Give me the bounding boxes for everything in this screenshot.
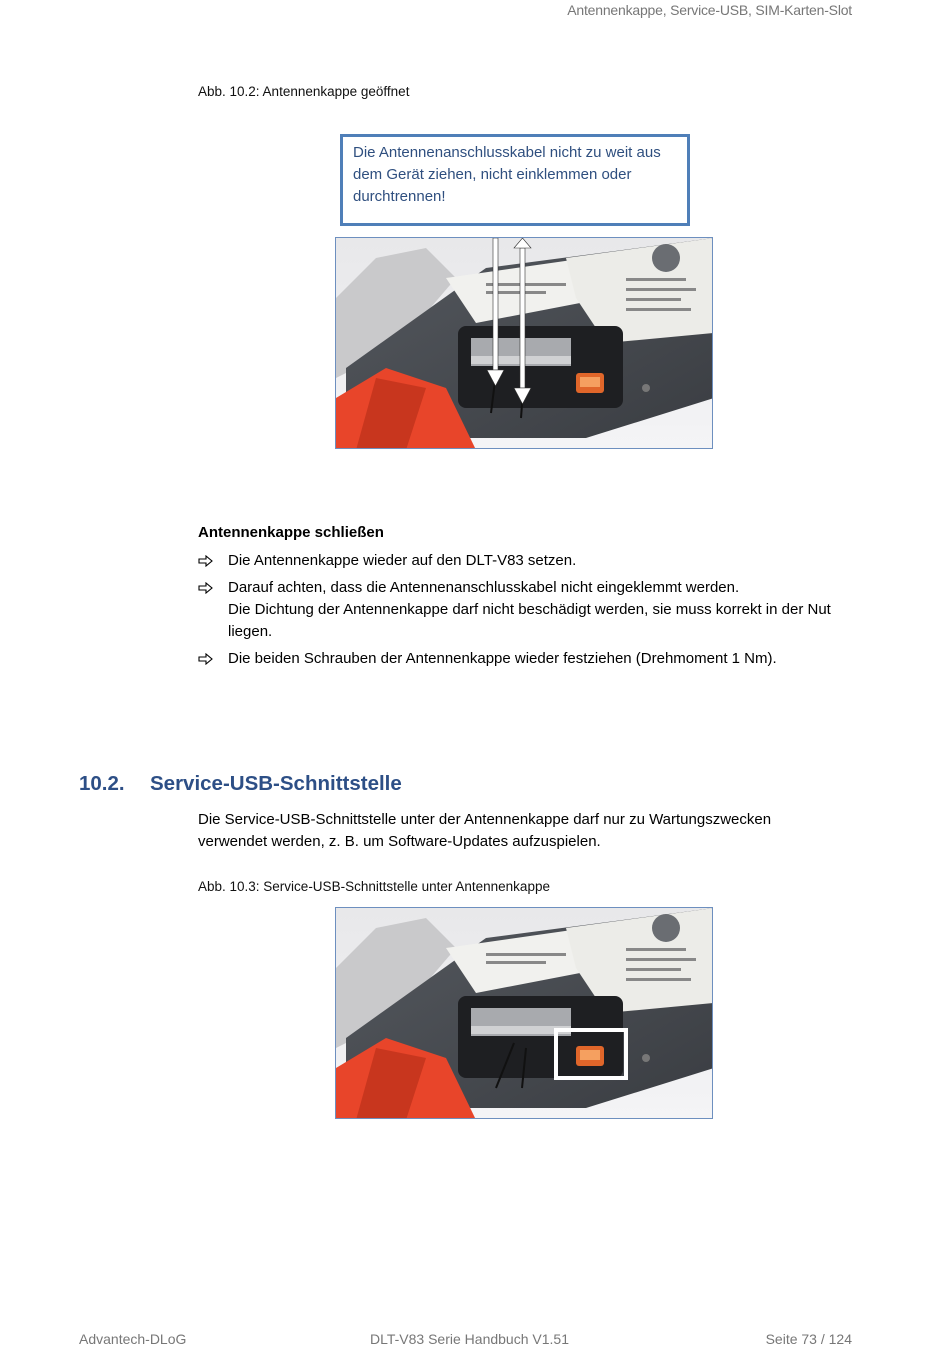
figure-caption: Abb. 10.2: Antennenkappe geöffnet	[198, 84, 410, 99]
list-item	[198, 577, 858, 643]
section-body: Die Service-USB-Schnittstelle unter der Antennenkappe darf nur zu Wartungszwecken verwendet werden, z. B. um Software-Updates aufzuspielen.	[198, 811, 772, 850]
arrow-right-icon	[198, 582, 214, 594]
footer-company: Advantech-DLoG	[79, 1331, 187, 1347]
warning-callout	[340, 134, 690, 226]
running-header: Antennenkappe, Service-USB, SIM-Karten-Slot	[567, 2, 852, 18]
arrow-right-icon	[198, 555, 214, 567]
subsection-heading: Antennenkappe schließen	[198, 524, 384, 541]
footer-document-title: DLT-V83 Serie Handbuch V1.51	[370, 1331, 569, 1347]
footer-page-number: Seite 73 / 124	[765, 1331, 852, 1347]
step-text: Darauf achten, dass die Antennenanschlusskabel nicht eingeklemmt werden.	[228, 579, 740, 596]
callout-text: Die Antennenanschlusskabel nicht zu weit aus dem Gerät ziehen, nicht einklemmen oder durchtrennen!	[353, 144, 661, 205]
device-photo-service-usb	[335, 907, 713, 1119]
instruction-list	[198, 550, 858, 675]
section-title: Service-USB-Schnittstelle	[150, 772, 402, 795]
list-item	[198, 550, 858, 572]
figure-caption: Abb. 10.3: Service-USB-Schnittstelle unter Antennenkappe	[198, 879, 550, 894]
step-text: Die beiden Schrauben der Antennenkappe wieder festziehen (Drehmoment 1 Nm).	[228, 650, 777, 667]
list-item	[198, 648, 858, 670]
step-text-note: Die Dichtung der Antennenkappe darf nicht beschädigt werden, sie muss korrekt in der Nut liegen.	[228, 601, 831, 640]
device-photo-antenna-cap-open	[335, 237, 713, 449]
step-text: Die Antennenkappe wieder auf den DLT-V83 setzen.	[228, 552, 577, 569]
section-number: 10.2.	[79, 772, 125, 795]
arrow-right-icon	[198, 653, 214, 665]
